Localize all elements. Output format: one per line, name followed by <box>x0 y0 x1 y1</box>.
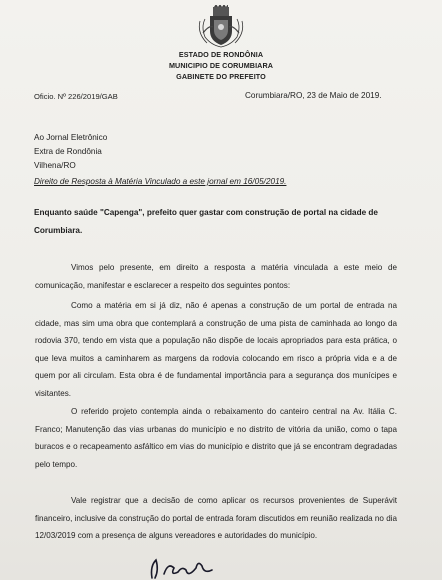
coat-of-arms-emblem <box>197 5 245 49</box>
subject-line: Direito de Resposta à Matéria Vinculado a este jornal em 16/05/2019. <box>34 177 287 186</box>
headline-line-2: Corumbiara. <box>34 226 83 235</box>
place-date: Corumbiara/RO, 23 de Maio de 2019. <box>245 91 382 100</box>
org-line-state: ESTADO DE RONDÔNIA <box>178 50 264 59</box>
addressee-line-2: Extra de Rondônia <box>34 147 102 156</box>
org-line-municipality: MUNICIPIO DE CORUMBIARA <box>168 61 274 70</box>
addressee-line-3: Vilhena/RO <box>34 161 76 170</box>
handwritten-signature <box>146 548 218 580</box>
body-paragraph-3: O referido projeto contempla ainda o rebaixamento do canteiro central na Av. Itália C. Franco; Manutenção das vias urbanas do município e no distrito de vitória da união, como o tapa buracos e o recapeamento asfáltico em vias do município e distrito que já se encontram degradadas pelo tempo. <box>35 407 397 469</box>
headline-line-1: Enquanto saúde "Capenga", prefeito quer gastar com construção de portal na cidade de <box>34 208 378 217</box>
body-paragraph-4: Vale registrar que a decisão de como aplicar os recursos provenientes de Superávit financeiro, inclusive da construção do portal de entrada foram discutidos em reunião realizada no dia 12/03/2019 com a presença de alguns vereadores e autoridades do município. <box>35 496 397 541</box>
org-line-office: GABINETE DO PREFEITO <box>176 72 266 81</box>
letter-reference: Oficio. Nº 226/2019/GAB <box>34 92 118 101</box>
body-paragraph-1: Vimos pelo presente, em direito a resposta a matéria vinculada a este meio de comunicação, manifestar e esclarecer a respeito dos seguintes pontos: <box>35 263 397 290</box>
body-paragraph-2: Como a matéria em si já diz, não é apenas a construção de um portal de entrada na cidade, mas sim uma obra que contemplará a construção de uma pista de caminhada ao longo da rodovia 370, tendo em vista que a população não dispõe de locais apropriados para esta prática, o que leva muitos a caminharem as margens da rodovia colocando em risco a própria vida e a de quem por ali circulam. Esta obra é de fundamental importância para a segurança dos munícipes e visitantes. <box>35 301 397 398</box>
addressee-line-1: Ao Jornal Eletrônico <box>34 133 108 142</box>
